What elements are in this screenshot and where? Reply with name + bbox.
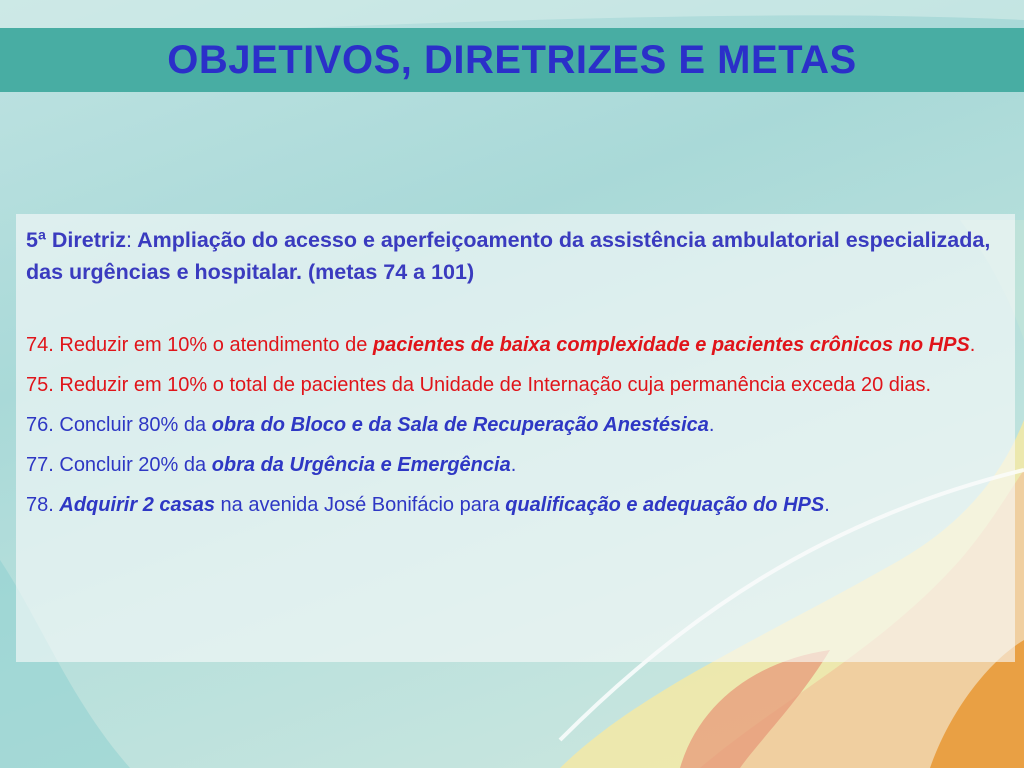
goal-emphasis-text: Adquirir 2 casas [59,494,215,516]
directive-heading [26,224,1005,288]
goal-item [26,330,1005,360]
goal-emphasis-text: qualificação e adequação do HPS [505,494,825,516]
goal-number: 76. [26,414,54,436]
goal-item [26,370,1005,400]
goal-item [26,490,1005,520]
directive-text: Ampliação do acesso e aperfeiçoamento da assistência ambulatorial especializada, das urgências e hospitalar. (metas 74 a 101) [26,228,991,284]
goal-text: Reduzir em 10% o total de pacientes da Unidade de Internação cuja permanência exceda 20 dias. [53,374,932,396]
goal-text: . [969,334,976,356]
goal-number: 78. [26,494,54,516]
goal-number: 75. [26,374,54,396]
directive-label: 5ª Diretriz [26,228,126,252]
goal-emphasis-text: obra do Bloco e da Sala de Recuperação Anestésica [211,414,709,436]
title-band [0,28,1024,92]
goal-emphasis-text: pacientes de baixa complexidade e pacientes crônicos no HPS [372,334,970,356]
directive-separator: : [125,228,132,252]
goal-emphasis-text: obra da Urgência e Emergência [211,454,511,476]
goal-text: Concluir 80% da [53,414,212,436]
goal-text: na avenida José Bonifácio para [215,494,506,516]
goal-item [26,450,1005,480]
goal-number: 74. [26,334,54,356]
goal-number: 77. [26,454,54,476]
goals-list [26,330,1005,520]
goal-text: . [708,414,715,436]
goal-text: Reduzir em 10% o atendimento de [53,334,373,356]
goal-text: . [510,454,517,476]
background-swoosh-top [0,0,1024,28]
goal-text: . [824,494,830,516]
goal-text: Concluir 20% da [53,454,212,476]
content-box [16,214,1015,662]
slide-title: OBJETIVOS, DIRETRIZES E METAS [167,37,857,82]
goal-item [26,410,1005,440]
